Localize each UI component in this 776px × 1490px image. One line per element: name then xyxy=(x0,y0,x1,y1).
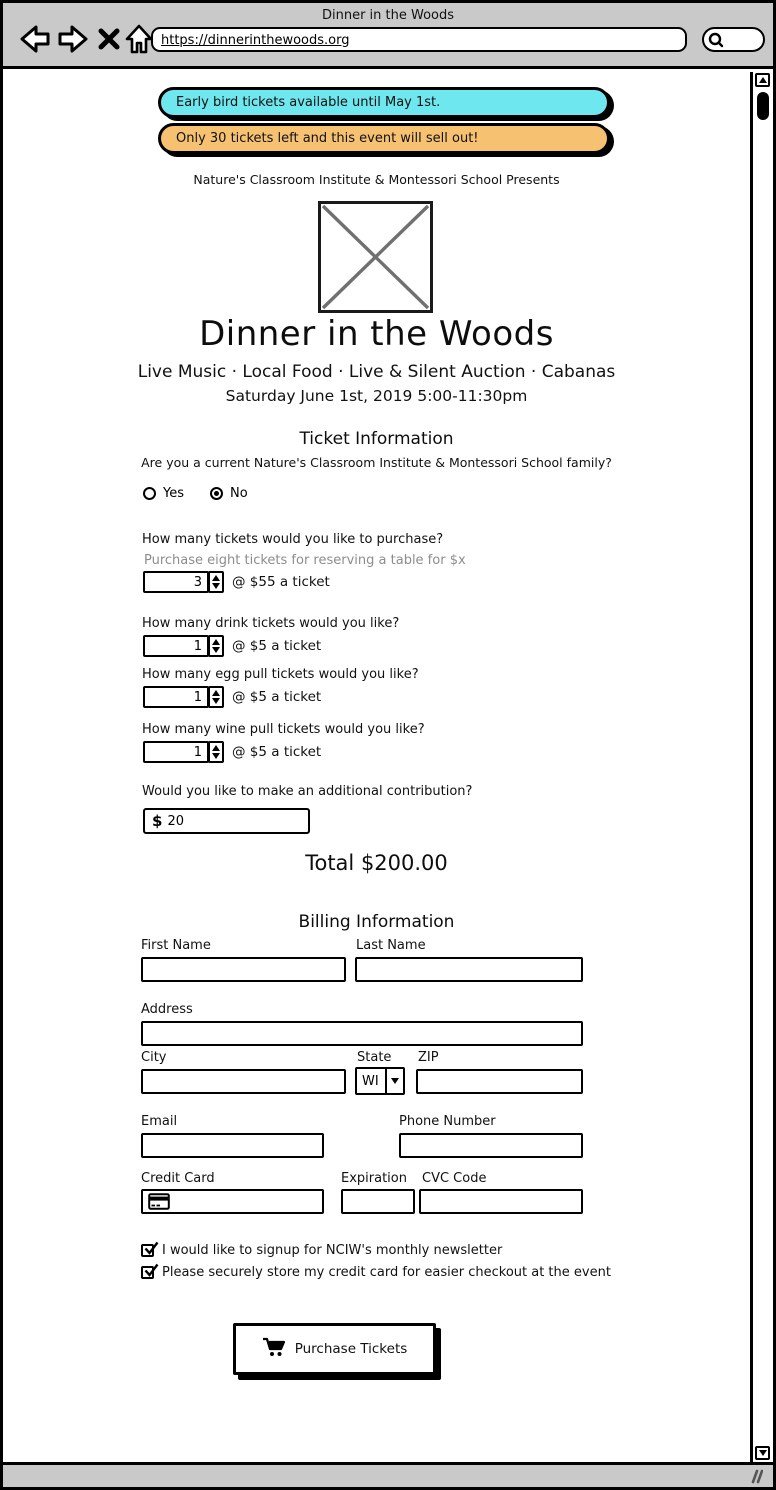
vertical-scrollbar[interactable] xyxy=(750,72,773,1462)
store-card-checkbox-row xyxy=(141,1265,611,1280)
search-icon xyxy=(707,31,727,49)
wine-qty-row xyxy=(143,741,321,763)
store-card-checkbox-label: Please securely store my credit card for easier checkout at the event xyxy=(162,1265,611,1280)
event-image-placeholder xyxy=(318,201,433,313)
last-name-label: Last Name xyxy=(356,938,426,953)
state-dropdown-button[interactable] xyxy=(385,1069,403,1093)
wine-qty-label: How many wine pull tickets would you like? xyxy=(142,722,425,737)
email-input[interactable] xyxy=(141,1133,324,1158)
first-name-input[interactable] xyxy=(141,957,346,982)
stepper-down-icon xyxy=(212,753,220,759)
back-icon[interactable] xyxy=(19,24,51,58)
tickets-qty-input[interactable] xyxy=(143,571,209,593)
up-arrow-icon xyxy=(759,77,767,83)
stepper-up-icon xyxy=(212,575,220,581)
zip-label: ZIP xyxy=(418,1050,439,1065)
zip-input[interactable] xyxy=(416,1069,583,1094)
radio-no-label: No xyxy=(230,486,248,501)
city-label: City xyxy=(141,1050,167,1065)
egg-price-label: @ $5 a ticket xyxy=(232,689,322,705)
alert-tickets-left xyxy=(158,123,610,154)
window-title: Dinner in the Woods xyxy=(321,8,455,23)
url-input[interactable] xyxy=(151,27,687,52)
credit-card-label: Credit Card xyxy=(141,1171,215,1186)
event-subtitle: Live Music · Local Food · Live & Silent Auction · Cabanas xyxy=(137,362,616,382)
newsletter-checkbox-label: I would like to signup for NCIW's monthly newsletter xyxy=(162,1243,503,1258)
wine-price-label: @ $5 a ticket xyxy=(232,744,322,760)
status-bar xyxy=(3,1462,773,1487)
chevron-down-icon xyxy=(391,1078,399,1084)
stepper-down-icon xyxy=(212,698,220,704)
purchase-tickets-button[interactable] xyxy=(233,1323,436,1375)
stepper-down-icon xyxy=(212,647,220,653)
checkmark-icon xyxy=(143,1262,160,1279)
phone-label: Phone Number xyxy=(399,1114,496,1129)
billing-heading: Billing Information xyxy=(298,912,455,932)
contribution-field xyxy=(143,808,310,834)
store-card-checkbox[interactable] xyxy=(141,1266,154,1279)
stop-icon[interactable] xyxy=(97,27,121,55)
drink-price-label: @ $5 a ticket xyxy=(232,638,322,654)
checkmark-icon xyxy=(143,1240,160,1257)
address-label: Address xyxy=(141,1002,193,1017)
down-arrow-icon xyxy=(759,1450,767,1456)
purchase-button-label: Purchase Tickets xyxy=(294,1341,408,1357)
egg-qty-label: How many egg pull tickets would you like? xyxy=(142,667,419,682)
stepper-up-icon xyxy=(212,639,220,645)
alert-text: Early bird tickets available until May 1st. xyxy=(176,95,441,110)
forward-icon[interactable] xyxy=(57,24,89,58)
last-name-input[interactable] xyxy=(355,957,583,982)
email-label: Email xyxy=(141,1114,178,1129)
contribution-label: Would you like to make an additional contribution? xyxy=(142,784,473,799)
alert-early-bird xyxy=(158,87,610,118)
state-label: State xyxy=(357,1050,392,1065)
order-total: Total $200.00 xyxy=(305,851,448,875)
wine-qty-stepper[interactable] xyxy=(208,741,224,763)
radio-yes-label: Yes xyxy=(163,486,184,501)
event-datetime: Saturday June 1st, 2019 5:00-11:30pm xyxy=(225,387,528,405)
tickets-qty-label: How many tickets would you like to purchase? xyxy=(142,532,444,547)
image-x-icon xyxy=(321,204,430,310)
drink-qty-stepper[interactable] xyxy=(208,635,224,657)
search-button[interactable] xyxy=(702,27,765,52)
scroll-down-button[interactable] xyxy=(755,1446,770,1460)
ticket-price-label: @ $55 a ticket xyxy=(232,574,330,590)
drink-qty-label: How many drink tickets would you like? xyxy=(142,616,400,631)
address-input[interactable] xyxy=(141,1021,583,1046)
presents-line: Nature's Classroom Institute & Montessori School Presents xyxy=(193,172,560,187)
radio-no[interactable] xyxy=(210,487,223,500)
drink-qty-row xyxy=(143,635,321,657)
scrollbar-thumb[interactable] xyxy=(757,92,769,120)
newsletter-checkbox[interactable] xyxy=(141,1244,154,1257)
alert-text: Only 30 tickets left and this event will sell out! xyxy=(176,131,479,146)
egg-qty-row xyxy=(143,686,321,708)
scroll-up-button[interactable] xyxy=(755,73,770,87)
credit-card-icon xyxy=(148,1193,170,1214)
stepper-up-icon xyxy=(212,745,220,751)
radio-yes[interactable] xyxy=(143,487,156,500)
state-value: WI xyxy=(362,1073,379,1089)
contribution-input[interactable] xyxy=(167,814,287,829)
wine-qty-input[interactable] xyxy=(143,741,209,763)
resize-grip-icon[interactable] xyxy=(745,1469,763,1488)
home-icon[interactable] xyxy=(125,24,153,58)
page-title: Dinner in the Woods xyxy=(199,314,554,354)
egg-qty-input[interactable] xyxy=(143,686,209,708)
expiration-input[interactable] xyxy=(341,1189,415,1214)
cart-icon xyxy=(262,1337,287,1362)
tickets-qty-stepper[interactable] xyxy=(208,571,224,593)
browser-chrome xyxy=(3,3,773,69)
tickets-qty-row xyxy=(143,571,330,593)
drink-qty-input[interactable] xyxy=(143,635,209,657)
state-select[interactable] xyxy=(355,1067,405,1095)
phone-input[interactable] xyxy=(399,1133,583,1158)
table-reserve-hint: Purchase eight tickets for reserving a table for $x xyxy=(144,553,466,568)
family-radio-group xyxy=(143,486,248,501)
cvc-input[interactable] xyxy=(419,1189,583,1214)
family-question: Are you a current Nature's Classroom Institute & Montessori School family? xyxy=(141,455,612,470)
stepper-down-icon xyxy=(212,583,220,589)
currency-symbol: $ xyxy=(152,812,163,830)
stepper-up-icon xyxy=(212,690,220,696)
expiration-label: Expiration xyxy=(341,1171,407,1186)
city-input[interactable] xyxy=(141,1069,346,1094)
ticket-info-heading: Ticket Information xyxy=(299,429,454,449)
cvc-label: CVC Code xyxy=(422,1171,487,1186)
egg-qty-stepper[interactable] xyxy=(208,686,224,708)
newsletter-checkbox-row xyxy=(141,1243,502,1258)
first-name-label: First Name xyxy=(141,938,211,953)
